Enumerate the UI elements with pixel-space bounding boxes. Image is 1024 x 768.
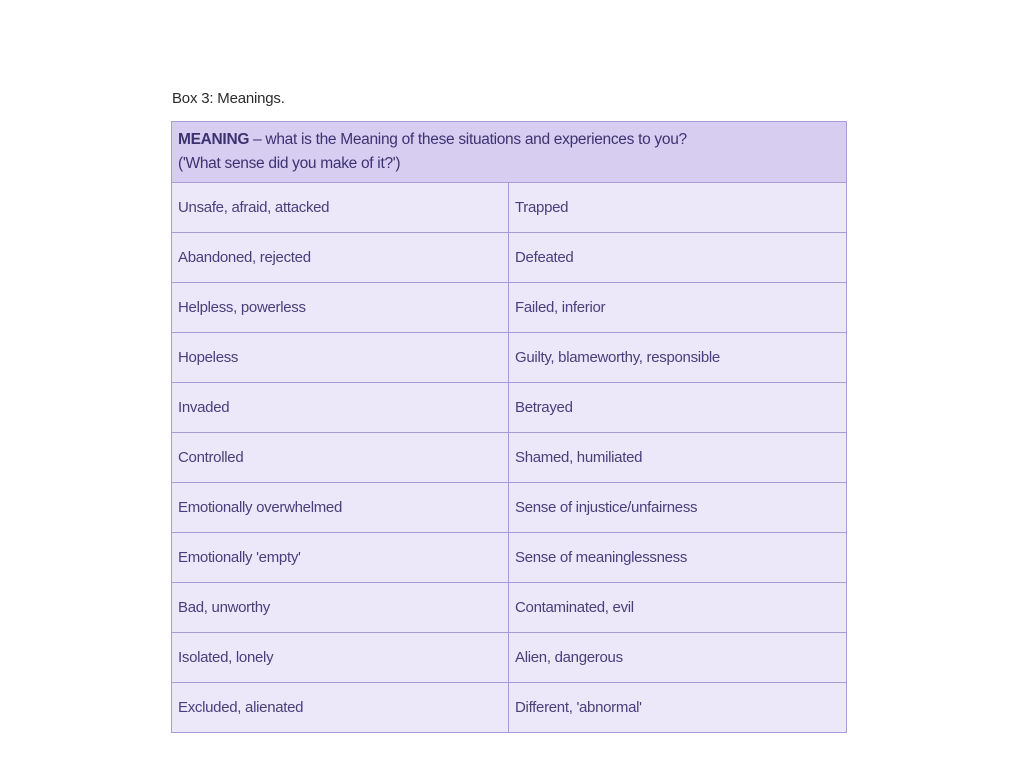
table-cell-right: Contaminated, evil (509, 583, 847, 633)
table-cell-right: Alien, dangerous (509, 633, 847, 683)
table-cell-left: Unsafe, afraid, attacked (172, 183, 509, 233)
table-cell-left: Isolated, lonely (172, 633, 509, 683)
table-cell-right: Sense of meaninglessness (509, 533, 847, 583)
table-cell-right: Trapped (509, 183, 847, 233)
table-cell-right: Defeated (509, 233, 847, 283)
table-cell-right: Sense of injustice/unfairness (509, 483, 847, 533)
table-row (172, 333, 847, 383)
table-row (172, 533, 847, 583)
table-header-cell (172, 122, 847, 183)
table-cell-left: Helpless, powerless (172, 283, 509, 333)
table-cell-right: Betrayed (509, 383, 847, 433)
table-cell-left: Excluded, alienated (172, 683, 509, 733)
table-row (172, 383, 847, 433)
meanings-table (171, 121, 847, 733)
table-row (172, 183, 847, 233)
table-row (172, 683, 847, 733)
table-cell-left: Emotionally 'empty' (172, 533, 509, 583)
table-cell-right: Shamed, humiliated (509, 433, 847, 483)
table-cell-left: Invaded (172, 383, 509, 433)
header-title-bold: MEANING (178, 131, 250, 148)
table-row (172, 283, 847, 333)
table-cell-left: Emotionally overwhelmed (172, 483, 509, 533)
table-row (172, 233, 847, 283)
table-row (172, 583, 847, 633)
table-row (172, 483, 847, 533)
table-cell-left: Controlled (172, 433, 509, 483)
table-cell-right: Guilty, blameworthy, responsible (509, 333, 847, 383)
table-cell-left: Bad, unworthy (172, 583, 509, 633)
table-cell-left: Abandoned, rejected (172, 233, 509, 283)
table-row (172, 433, 847, 483)
table-header-row (172, 122, 847, 183)
header-title-rest: – what is the Meaning of these situations and experiences to you? (249, 131, 687, 148)
table-row (172, 633, 847, 683)
table-cell-left: Hopeless (172, 333, 509, 383)
table-cell-right: Different, 'abnormal' (509, 683, 847, 733)
header-subtitle: ('What sense did you make of it?') (178, 155, 401, 172)
box-caption: Box 3: Meanings. (172, 90, 285, 107)
table-cell-right: Failed, inferior (509, 283, 847, 333)
